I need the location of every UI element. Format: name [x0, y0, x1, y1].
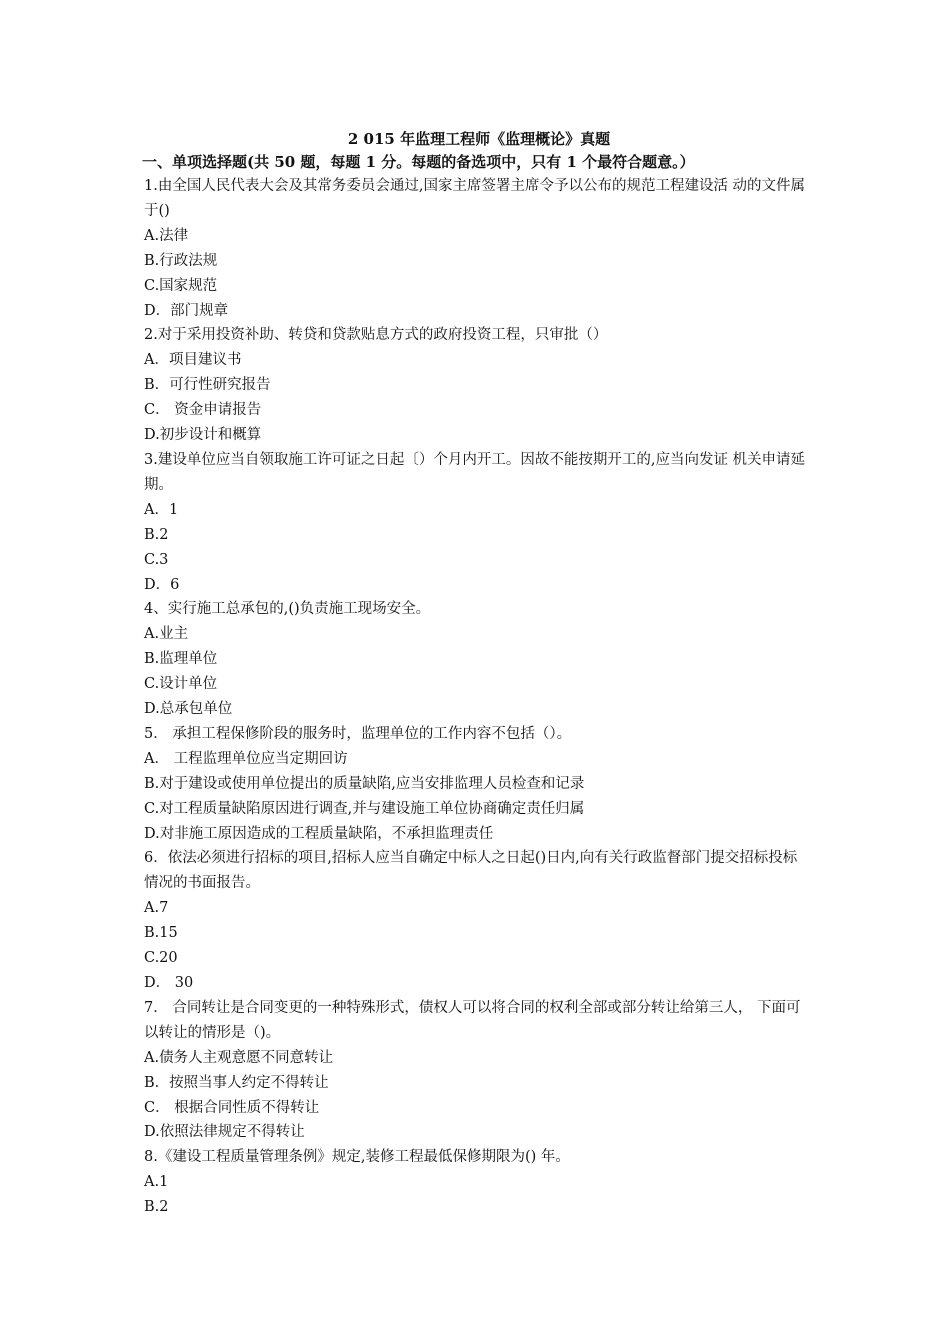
option-c: C.设计单位 [144, 676, 218, 693]
document-page [144, 128, 814, 1220]
option-c: C.3 [144, 551, 169, 568]
option-b: B.对于建设或使用单位提出的质量缺陷,应当安排监理人员检查和记录 [144, 775, 585, 792]
option-a: A.7 [144, 900, 169, 917]
option-d: D.依照法律规定不得转让 [144, 1124, 305, 1141]
document-title: 2 015 年监理工程师《监理概论》真题 [347, 130, 611, 148]
question-stem: 7． 合同转让是合同变更的一种特殊形式，债权人可以将合同的权利全部或部分转让给第三人， 下面可以转让的情形是（)。 [144, 999, 801, 1041]
question-4 [144, 597, 814, 722]
question-stem: 4、实行施工总承包的,()负责施工现场安全。 [144, 601, 431, 618]
question-1 [144, 174, 814, 323]
option-b: B.2 [144, 1199, 169, 1216]
question-stem: 1.由全国人民代表大会及其常务委员会通过,国家主席签署主席令予以公布的规范工程建设活 动的文件属于() [144, 178, 806, 219]
question-stem: 2.对于采用投资补助、转贷和贷款贴息方式的政府投资工程，只审批（） [144, 327, 608, 344]
option-d: D．6 [144, 576, 180, 593]
question-3 [144, 448, 814, 597]
question-stem: 3.建设单位应当自领取施工许可证之日起〔）个月内开工。因故不能按期开工的,应当向发证 机关申请延期。 [144, 451, 806, 493]
option-b: B.2 [144, 526, 169, 543]
option-b: B．按照当事人约定不得转让 [144, 1074, 329, 1091]
question-7 [144, 996, 814, 1145]
question-8 [144, 1145, 814, 1220]
question-6 [144, 846, 814, 995]
option-c: C． 资金申请报告 [144, 402, 262, 419]
question-stem: 5． 承担工程保修阶段的服务时，监理单位的工作内容不包括（）。 [144, 725, 572, 742]
option-d: D.对非施工原因造成的工程质量缺陷，不承担监理责任 [144, 825, 494, 842]
option-c: C.对工程质量缺陷原因进行调查,并与建设施工单位协商确定责任归属 [144, 800, 585, 817]
question-stem: 8.《建设工程质量管理条例》规定,装修工程最低保修期限为() 年。 [144, 1149, 570, 1166]
option-a: A．项目建议书 [144, 352, 242, 369]
option-c: C.国家规范 [144, 277, 218, 294]
option-b: B．可行性研究报告 [144, 377, 271, 394]
option-c: C.20 [144, 950, 178, 967]
option-a: A.1 [144, 1174, 169, 1191]
option-b: B.行政法规 [144, 252, 218, 269]
option-a: A.法律 [144, 227, 189, 244]
option-d: D.总承包单位 [144, 701, 233, 718]
option-c: C． 根据合同性质不得转让 [144, 1099, 320, 1116]
option-d: D.初步设计和概算 [144, 427, 262, 444]
option-b: B.15 [144, 925, 178, 942]
option-d: D．部门规章 [144, 302, 229, 319]
question-5 [144, 722, 814, 847]
option-d: D． 30 [144, 975, 194, 991]
option-a: A． 工程监理单位应当定期回访 [144, 750, 348, 767]
section-heading: 一、单项选择题(共 50 题，每题 1 分。每题的备选项中，只有 1 个最符合题意。） [142, 153, 695, 171]
option-a: A．1 [144, 501, 179, 518]
option-b: B.监理单位 [144, 651, 218, 668]
option-a: A.业主 [144, 626, 189, 643]
option-a: A.债务人主观意愿不同意转让 [144, 1049, 334, 1066]
question-2 [144, 323, 814, 448]
question-stem: 6．依法必须进行招标的项目,招标人应当自确定中标人之日起()日内,向有关行政监督部门提交招标投标情况的书面报告。 [144, 850, 798, 892]
